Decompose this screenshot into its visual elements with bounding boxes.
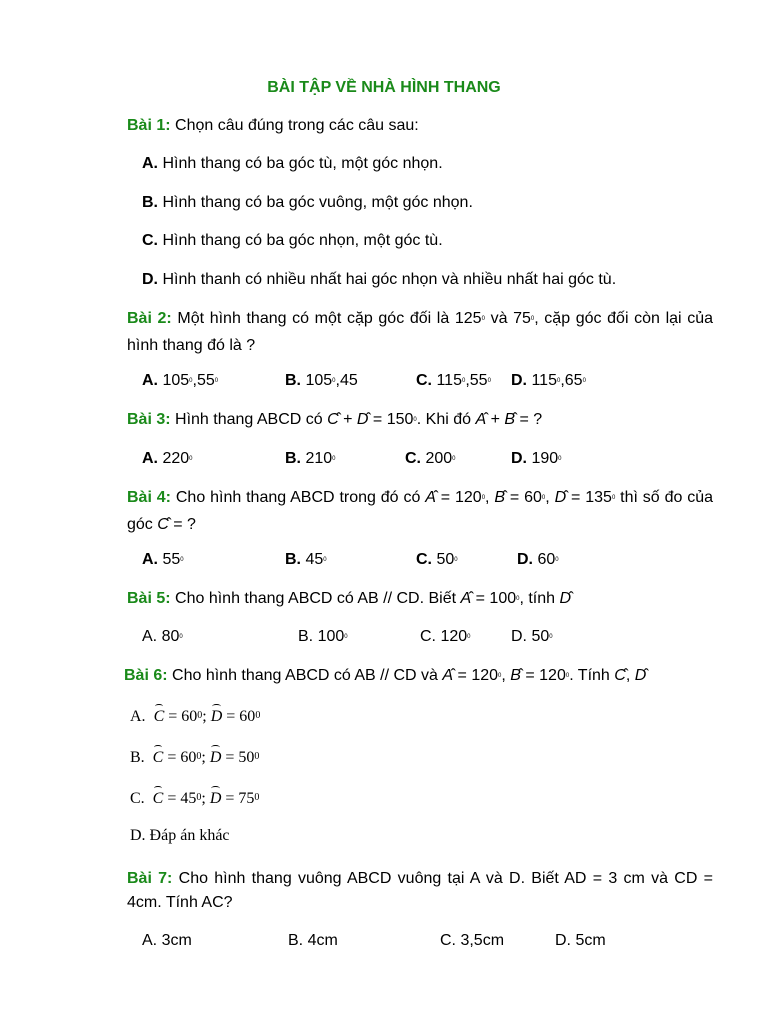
degree-mark: 0 bbox=[530, 316, 535, 322]
bai4-option-a bbox=[142, 548, 184, 575]
option-letter: D. bbox=[511, 450, 527, 467]
option-value: 200 bbox=[425, 450, 453, 467]
option-letter: C. bbox=[405, 450, 421, 467]
bai3-question bbox=[127, 408, 542, 435]
angle-c: C bbox=[157, 516, 169, 533]
bai5-option-c bbox=[420, 625, 471, 652]
degree-mark: 0 bbox=[555, 557, 559, 563]
bai2-option-d bbox=[511, 369, 586, 396]
option-letter: C. bbox=[420, 628, 436, 645]
bai3-option-d bbox=[511, 447, 562, 474]
bai7-option-d: D. 5cm bbox=[555, 932, 606, 949]
plus-sign: + bbox=[338, 411, 357, 428]
bai5-text-1: Cho hình thang ABCD có AB // CD. Biết bbox=[175, 590, 461, 607]
degree-mark: 0 bbox=[179, 634, 183, 640]
option-letter: D. bbox=[142, 271, 158, 288]
bai4-question: Bài 4: Cho hình thang ABCD trong đó có $A = 120^0$, $B = 60^0$, $D = 135^0$ thì số đo của góc C = ? bbox=[127, 489, 714, 533]
bai6-option-d: D. Đáp án khác bbox=[130, 827, 230, 844]
option-letter: C. bbox=[130, 790, 145, 807]
bai4-value-b: = 60 bbox=[505, 489, 542, 506]
bai5-option-d bbox=[511, 625, 553, 652]
option-letter: A. bbox=[142, 551, 158, 568]
bai4-text-2: thì số đo của góc bbox=[127, 489, 714, 533]
degree-mark: 0 bbox=[254, 792, 260, 803]
bai1-text: Chọn câu đúng trong các câu sau: bbox=[175, 117, 419, 134]
option-value: 105 bbox=[162, 372, 190, 389]
option-value: = 50 bbox=[221, 749, 255, 766]
degree-mark: 0 bbox=[413, 417, 417, 423]
degree-mark: 0 bbox=[481, 495, 486, 501]
bai2-option-c bbox=[416, 369, 491, 396]
bai6-question: Bài 6: Cho hình thang ABCD có AB // CD và $A = 120^0$, $B = 120^0$. Tính C, D bbox=[124, 667, 647, 684]
bai4-option-d bbox=[517, 548, 559, 575]
bai6-label: Bài 6: bbox=[124, 667, 168, 684]
angle-d: D bbox=[356, 411, 369, 428]
bai1-option-b bbox=[142, 191, 473, 215]
option-value: = 75 bbox=[221, 790, 255, 807]
degree-mark: 0 bbox=[189, 378, 193, 384]
bai2-question bbox=[127, 307, 713, 358]
degree-mark: 0 bbox=[332, 456, 336, 462]
degree-mark: 0 bbox=[461, 378, 466, 384]
option-value: 80 bbox=[161, 628, 180, 645]
option-letter: A. bbox=[142, 450, 158, 467]
degree-mark: 0 bbox=[196, 751, 202, 762]
degree-mark: 0 bbox=[582, 378, 586, 384]
option-letter: B. bbox=[285, 372, 301, 389]
option-letter: A. bbox=[142, 372, 158, 389]
bai4-value-a: = 120 bbox=[435, 489, 482, 506]
option-text: Hình thanh có nhiều nhất hai góc nhọn và nhiều nhất hai góc tù. bbox=[162, 271, 617, 288]
degree-mark: 0 bbox=[481, 316, 485, 322]
page-title: BÀI TẬP VỀ NHÀ HÌNH THANG bbox=[267, 79, 501, 96]
angle-c: C bbox=[614, 667, 626, 684]
bai2-text-3: , cặp góc đối còn lại của hình thang đó là ? bbox=[127, 310, 713, 354]
degree-mark: 0 bbox=[344, 634, 348, 640]
angle-c: C bbox=[154, 706, 165, 728]
degree-mark: 0 bbox=[467, 634, 471, 640]
bai3-option-c bbox=[405, 447, 456, 474]
option-letter: D. bbox=[517, 551, 533, 568]
option-text: Hình thang có ba góc nhọn, một góc tù. bbox=[162, 232, 443, 249]
bai3-value: = 150 bbox=[368, 411, 414, 428]
bai2-text-2: và 75 bbox=[484, 310, 531, 327]
degree-mark: 0 bbox=[452, 456, 456, 462]
bai7-label: Bài 7: bbox=[127, 870, 173, 887]
degree-mark: 0 bbox=[189, 456, 193, 462]
bai5-label: Bài 5: bbox=[127, 590, 171, 607]
bai3-label: Bài 3: bbox=[127, 411, 171, 428]
option-value: 220 bbox=[162, 450, 190, 467]
angle-c: C bbox=[153, 747, 164, 769]
bai5-option-a bbox=[142, 625, 183, 652]
bai7-option-b: B. 4cm bbox=[288, 932, 338, 949]
degree-mark: 0 bbox=[556, 378, 561, 384]
option-letter: B. bbox=[298, 628, 314, 645]
bai1-label: Bài 1: bbox=[127, 117, 171, 134]
option-value: 190 bbox=[531, 450, 559, 467]
degree-mark: 0 bbox=[611, 495, 616, 501]
bai3-text-2: . Khi đó bbox=[416, 411, 476, 428]
option-letter: D. bbox=[511, 372, 527, 389]
option-value: 60 bbox=[537, 551, 556, 568]
degree-mark: 0 bbox=[541, 495, 546, 501]
option-value: ,55 bbox=[465, 372, 488, 389]
angle-b: B bbox=[510, 667, 521, 684]
angle-b: B bbox=[504, 411, 516, 428]
bai5-question bbox=[127, 587, 571, 614]
degree-mark: 0 bbox=[516, 596, 520, 602]
bai1-option-d bbox=[142, 268, 616, 292]
bai4-label: Bài 4: bbox=[127, 489, 171, 506]
angle-c: C bbox=[327, 411, 339, 428]
bai6-value-b: = 120 bbox=[520, 667, 566, 684]
option-value: 55 bbox=[162, 551, 181, 568]
option-value: = 45 bbox=[163, 790, 197, 807]
bai7-question bbox=[127, 867, 713, 915]
degree-mark: 0 bbox=[197, 710, 203, 721]
degree-mark: 0 bbox=[196, 792, 202, 803]
angle-d: D bbox=[210, 788, 222, 810]
option-value: ,65 bbox=[560, 372, 583, 389]
bai4-value-d: = 135 bbox=[566, 489, 612, 506]
bai4-text-3: = ? bbox=[168, 516, 196, 533]
angle-d: D bbox=[211, 706, 223, 728]
angle-a: A bbox=[475, 411, 487, 428]
angle-d: D bbox=[634, 667, 647, 684]
bai7-option-a: A. 3cm bbox=[142, 932, 192, 949]
bai5-text-2: , tính bbox=[519, 590, 560, 607]
bai7-option-c: C. 3,5cm bbox=[440, 932, 505, 949]
option-letter: A. bbox=[130, 708, 146, 725]
bai1-option-c bbox=[142, 229, 443, 253]
bai3-option-b bbox=[285, 447, 336, 474]
bai1-option-a bbox=[142, 152, 443, 176]
bai2-label: Bài 2: bbox=[127, 310, 172, 327]
degree-mark: 0 bbox=[454, 557, 458, 563]
bai3-text-1: Hình thang ABCD có bbox=[175, 411, 328, 428]
degree-mark: 0 bbox=[498, 673, 502, 679]
option-text: Hình thang có ba góc vuông, một góc nhọn. bbox=[162, 194, 473, 211]
bai6-text-2: . Tính bbox=[569, 667, 615, 684]
option-value: 100 bbox=[317, 628, 345, 645]
plus-sign: + bbox=[486, 411, 505, 428]
option-value: = 60 bbox=[163, 749, 197, 766]
option-value: 45 bbox=[305, 551, 324, 568]
option-letter: B. bbox=[285, 551, 301, 568]
option-value: ,55 bbox=[192, 372, 215, 389]
option-letter: C. bbox=[142, 232, 158, 249]
bai2-option-a bbox=[142, 369, 218, 396]
angle-b: B bbox=[494, 489, 506, 506]
option-letter: B. bbox=[285, 450, 301, 467]
bai6-option-c: C. $C = 45^0$; $D = 75^0$ bbox=[130, 788, 259, 812]
option-value: 50 bbox=[436, 551, 455, 568]
bai6-option-b: B. $C = 60^0$; $D = 50^0$ bbox=[130, 747, 259, 771]
degree-mark: 0 bbox=[254, 751, 260, 762]
bai2-option-b bbox=[285, 369, 358, 396]
degree-mark: 0 bbox=[549, 634, 553, 640]
option-value: 115 bbox=[436, 372, 462, 389]
option-letter: A. bbox=[142, 155, 158, 172]
bai6-value-a: = 120 bbox=[453, 667, 499, 684]
option-letter: B. bbox=[130, 749, 145, 766]
degree-mark: 0 bbox=[180, 557, 184, 563]
degree-mark: 0 bbox=[323, 557, 327, 563]
angle-d: D bbox=[210, 747, 222, 769]
option-value: 105 bbox=[305, 372, 333, 389]
bai1-question bbox=[127, 114, 419, 138]
degree-mark: 0 bbox=[487, 378, 491, 384]
option-value: 120 bbox=[440, 628, 468, 645]
bai2-text-1: Một hình thang có một cặp góc đối là 125 bbox=[177, 310, 482, 327]
option-letter: B. bbox=[142, 194, 158, 211]
angle-d: D bbox=[559, 590, 572, 607]
angle-d: D bbox=[554, 489, 567, 506]
degree-mark: 0 bbox=[558, 456, 562, 462]
option-value: = 60 bbox=[164, 708, 198, 725]
option-letter: D. bbox=[511, 628, 527, 645]
bai3-text-3: = ? bbox=[515, 411, 543, 428]
option-letter: A. bbox=[142, 628, 158, 645]
bai6-option-a: A. $C = 60^0$; $D = 60^0$ bbox=[130, 706, 260, 730]
option-letter: C. bbox=[416, 372, 432, 389]
bai6-text-1: Cho hình thang ABCD có AB // CD và bbox=[172, 667, 443, 684]
angle-a: A bbox=[442, 667, 454, 684]
degree-mark: 0 bbox=[255, 710, 261, 721]
bai5-value: = 100 bbox=[471, 590, 517, 607]
degree-mark: 0 bbox=[332, 378, 336, 384]
angle-c: C bbox=[153, 788, 164, 810]
option-value: 50 bbox=[531, 628, 550, 645]
degree-mark: 0 bbox=[214, 378, 219, 384]
bai3-option-a bbox=[142, 447, 193, 474]
option-value: ,45 bbox=[335, 372, 358, 389]
angle-a: A bbox=[425, 489, 436, 506]
option-text: Hình thang có ba góc tù, một góc nhọn. bbox=[162, 155, 443, 172]
bai7-text: Cho hình thang vuông ABCD vuông tại A và D. Biết AD = 3 cm và CD = 4cm. Tính AC? bbox=[127, 870, 713, 911]
bai5-option-b bbox=[298, 625, 348, 652]
option-value: = 60 bbox=[222, 708, 256, 725]
degree-mark: 0 bbox=[565, 673, 570, 679]
option-value: 115 bbox=[531, 372, 557, 389]
bai4-text-1: Cho hình thang ABCD trong đó có bbox=[175, 489, 426, 506]
bai4-option-c bbox=[416, 548, 458, 575]
bai4-option-b bbox=[285, 548, 327, 575]
angle-a: A bbox=[460, 590, 472, 607]
option-value: 210 bbox=[305, 450, 333, 467]
option-letter: C. bbox=[416, 551, 432, 568]
